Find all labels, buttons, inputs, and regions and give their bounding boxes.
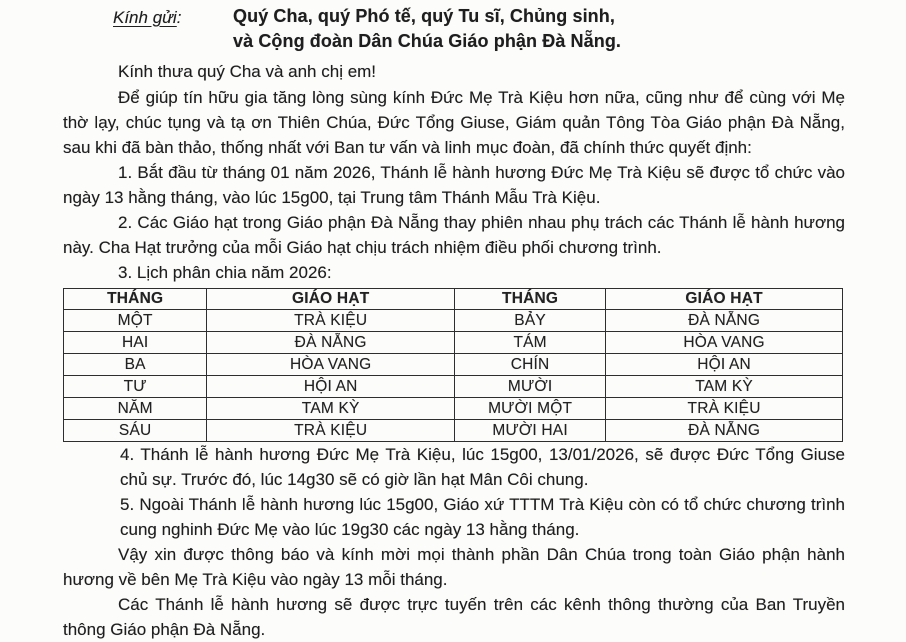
schedule-cell: ĐÀ NẴNG	[606, 420, 843, 442]
schedule-cell: TRÀ KIỆU	[207, 310, 455, 332]
schedule-cell: TÁM	[455, 332, 606, 354]
recipient-names	[233, 4, 621, 54]
schedule-row	[64, 398, 843, 420]
schedule-cell: MỘT	[64, 310, 207, 332]
decision-item-5: 5. Ngoài Thánh lễ hành hương lúc 15g00, Giáo xứ TTTM Trà Kiệu còn có tổ chức chương trình cung nghinh Đức Mẹ vào lúc 19g30 các ngày 13 hằng tháng.	[120, 495, 845, 539]
recipient-label-colon: :	[176, 8, 182, 27]
schedule-cell: NĂM	[64, 398, 207, 420]
schedule-cell: TRÀ KIỆU	[207, 420, 455, 442]
recipient-label	[113, 4, 233, 54]
schedule-row	[64, 420, 843, 442]
schedule-cell: MƯỜI HAI	[455, 420, 606, 442]
schedule-cell: MƯỜI MỘT	[455, 398, 606, 420]
salutation: Kính thưa quý Cha và anh chị em!	[118, 62, 377, 81]
schedule-cell: HỘI AN	[606, 354, 843, 376]
schedule-cell: SÁU	[64, 420, 207, 442]
schedule-cell: HAI	[64, 332, 207, 354]
schedule-row	[64, 310, 843, 332]
schedule-cell: HÒA VANG	[606, 332, 843, 354]
decision-item-3: 3. Lịch phân chia năm 2026:	[118, 263, 332, 282]
schedule-table	[63, 288, 843, 442]
schedule-cell: HỘI AN	[207, 376, 455, 398]
schedule-cell: TAM KỲ	[207, 398, 455, 420]
schedule-cell: BẢY	[455, 310, 606, 332]
schedule-cell: MƯỜI	[455, 376, 606, 398]
schedule-header-month-1: THÁNG	[64, 289, 207, 310]
schedule-cell: HÒA VANG	[207, 354, 455, 376]
schedule-cell: ĐÀ NẴNG	[606, 310, 843, 332]
recipient-block	[113, 4, 845, 54]
recipient-line-1: Quý Cha, quý Phó tế, quý Tu sĩ, Chủng sinh,	[233, 6, 615, 26]
decision-item-1: 1. Bắt đầu từ tháng 01 năm 2026, Thánh lễ hành hương Đức Mẹ Trà Kiệu sẽ được tổ chức vào ngày 13 hằng tháng, vào lúc 15g00, tại Trung tâm Thánh Mẫu Trà Kiệu.	[63, 163, 845, 207]
recipient-line-2: và Cộng đoàn Dân Chúa Giáo phận Đà Nẵng.	[233, 31, 622, 51]
schedule-header-month-2: THÁNG	[455, 289, 606, 310]
decision-item-4: 4. Thánh lễ hành hương Đức Mẹ Trà Kiệu, lúc 15g00, 13/01/2026, sẽ được Đức Tổng Giuse chủ sự. Trước đó, lúc 14g30 sẽ có giờ lần hạt Mân Côi chung.	[120, 445, 845, 489]
schedule-row	[64, 332, 843, 354]
schedule-cell: ĐÀ NẴNG	[207, 332, 455, 354]
schedule-cell: TRÀ KIỆU	[606, 398, 843, 420]
decision-item-2: 2. Các Giáo hạt trong Giáo phận Đà Nẵng thay phiên nhau phụ trách các Thánh lễ hành hương này. Cha Hạt trưởng của mỗi Giáo hạt chịu trách nhiệm điều phối chương trình.	[63, 213, 845, 257]
schedule-header-deanery-2: GIÁO HẠT	[606, 289, 843, 310]
schedule-cell: TƯ	[64, 376, 207, 398]
closing-paragraph-1: Vậy xin được thông báo và kính mời mọi thành phần Dân Chúa trong toàn Giáo phận hành hương về bên Mẹ Trà Kiệu vào ngày 13 mỗi tháng.	[63, 545, 845, 589]
recipient-label-text: Kính gửi	[113, 8, 177, 27]
schedule-header-row	[64, 289, 843, 310]
schedule-row	[64, 376, 843, 398]
intro-paragraph: Để giúp tín hữu gia tăng lòng sùng kính Đức Mẹ Trà Kiệu hơn nữa, cũng như để cùng với Mẹ thờ lạy, chúc tụng và tạ ơn Thiên Chúa, Đức Tổng Giuse, Giám quản Tông Tòa Giáo phận Đà Nẵng, sau khi đã bàn thảo, thống nhất với Ban tư vấn và linh mục đoàn, đã chính thức quyết định:	[63, 88, 845, 157]
schedule-header-deanery-1: GIÁO HẠT	[207, 289, 455, 310]
schedule-cell: CHÍN	[455, 354, 606, 376]
schedule-cell: BA	[64, 354, 207, 376]
schedule-row	[64, 354, 843, 376]
closing-paragraph-2: Các Thánh lễ hành hương sẽ được trực tuyến trên các kênh thông thường của Ban Truyền thông Giáo phận Đà Nẵng.	[63, 595, 845, 639]
schedule-cell: TAM KỲ	[606, 376, 843, 398]
